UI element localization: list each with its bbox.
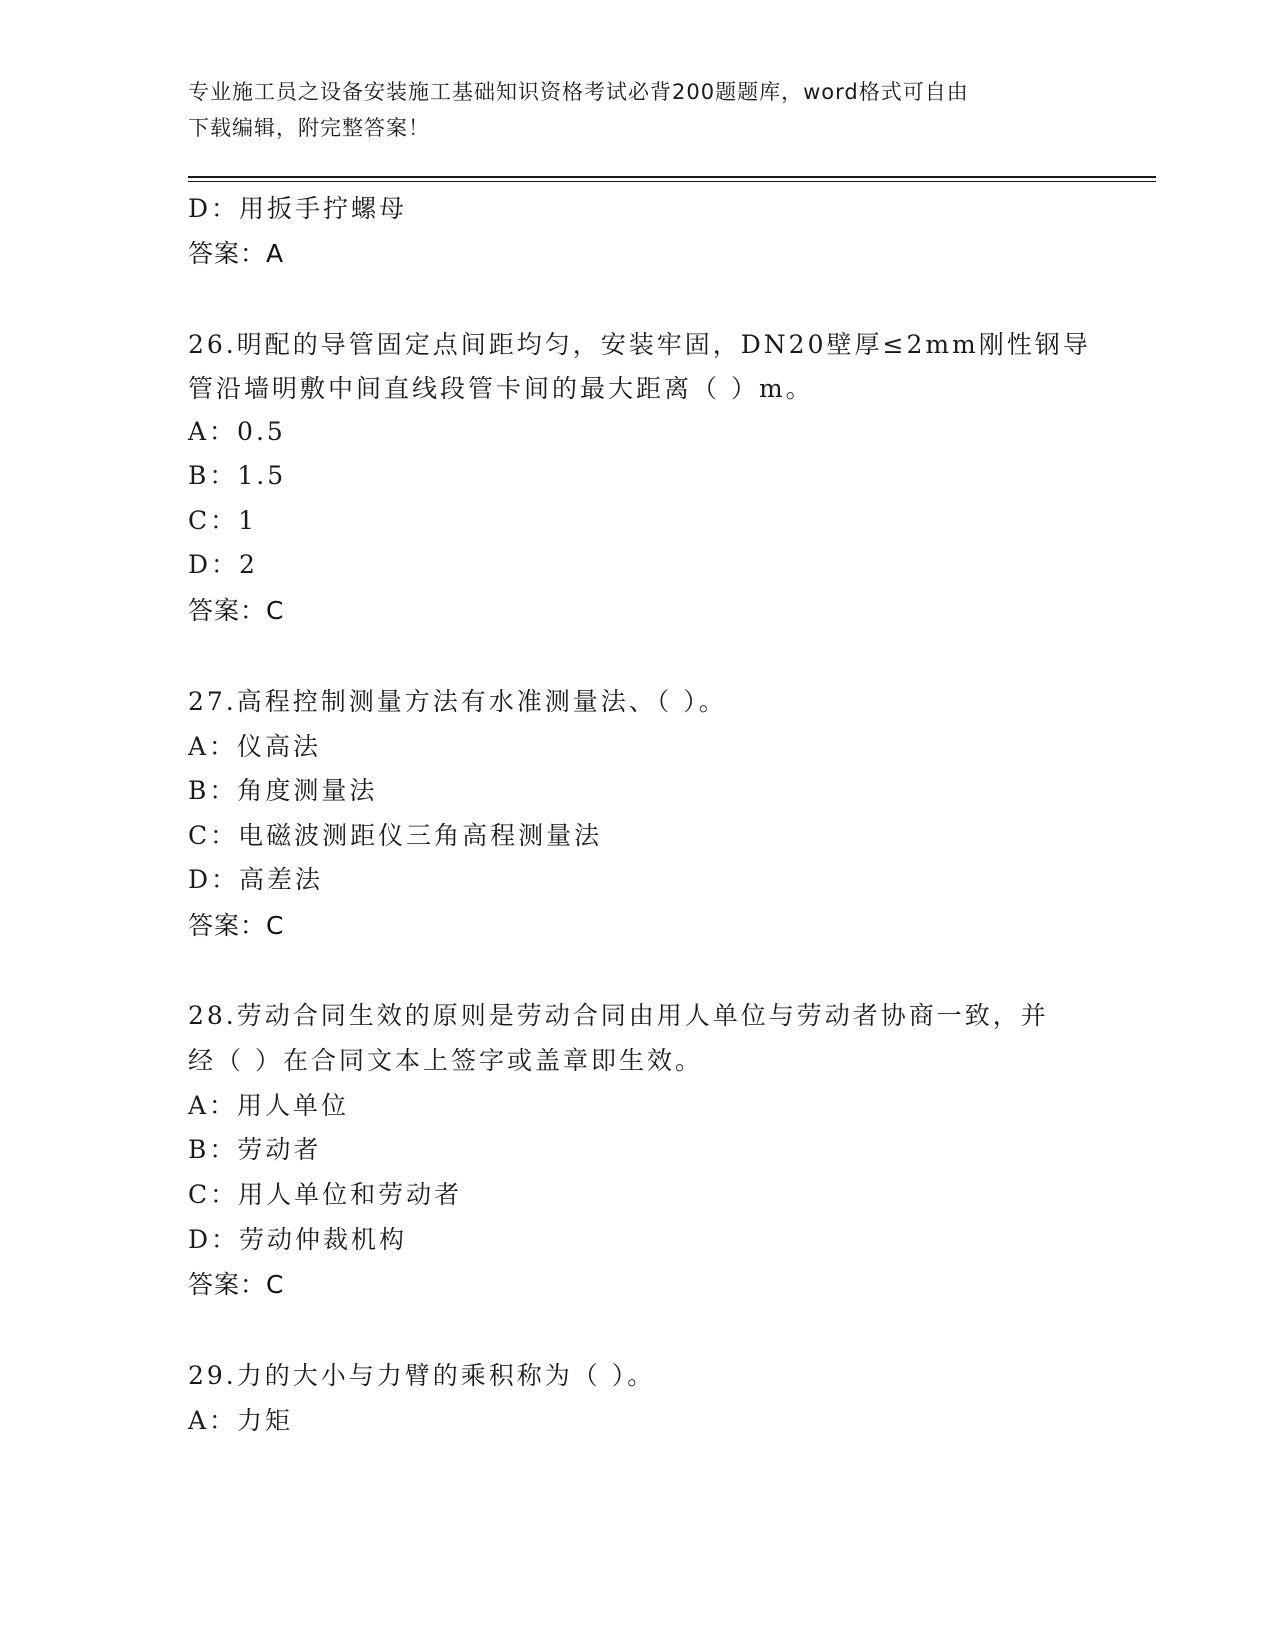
q27-option-d: D：高差法 (188, 865, 324, 894)
q28-option-c: C：用人单位和劳动者 (188, 1180, 463, 1209)
q26-answer: 答案：C (188, 596, 285, 625)
q26-option-c: C：1 (188, 506, 258, 535)
q25-answer: 答案：A (188, 239, 285, 268)
q28-stem-line-2: 经（ ）在合同文本上签字或盖章即生效。 (188, 1046, 703, 1075)
header-divider-thick (188, 176, 1156, 178)
q29-stem-line-1: 29.力的大小与力臂的乘积称为（ ）。 (188, 1361, 656, 1390)
q26-stem-line-2: 管沿墙明敷中间直线段管卡间的最大距离（ ）m。 (188, 374, 814, 403)
q27-option-c: C：电磁波测距仪三角高程测量法 (188, 821, 603, 850)
q26-option-b: B：1.5 (188, 461, 287, 490)
q25-option-d: D：用扳手拧螺母 (188, 194, 408, 223)
q28-option-b: B：劳动者 (188, 1135, 322, 1164)
q27-stem-line-1: 27.高程控制测量方法有水准测量法、（ ）。 (188, 687, 727, 716)
q27-option-a: A：仪高法 (188, 732, 322, 761)
q28-answer: 答案：C (188, 1270, 285, 1299)
q26-option-a: A：0.5 (188, 417, 286, 446)
q28-option-a: A：用人单位 (188, 1091, 350, 1120)
q27-answer: 答案：C (188, 911, 285, 940)
q26-option-d: D：2 (188, 550, 258, 579)
header-title-line-2: 下载编辑，附完整答案！ (188, 116, 430, 140)
q26-stem-line-1: 26.明配的导管固定点间距均匀，安装牢固，DN20壁厚≤2mm刚性钢导 (188, 330, 1091, 359)
header-divider-thin (188, 181, 1156, 182)
q28-option-d: D：劳动仲裁机构 (188, 1225, 408, 1254)
q27-option-b: B：角度测量法 (188, 776, 378, 805)
q28-stem-line-1: 28.劳动合同生效的原则是劳动合同由用人单位与劳动者协商一致，并 (188, 1001, 1049, 1030)
document-header (188, 74, 1068, 146)
header-title-line-1: 专业施工员之设备安装施工基础知识资格考试必背200题题库，word格式可自由 (188, 80, 969, 104)
q29-option-a: A：力矩 (188, 1406, 294, 1435)
